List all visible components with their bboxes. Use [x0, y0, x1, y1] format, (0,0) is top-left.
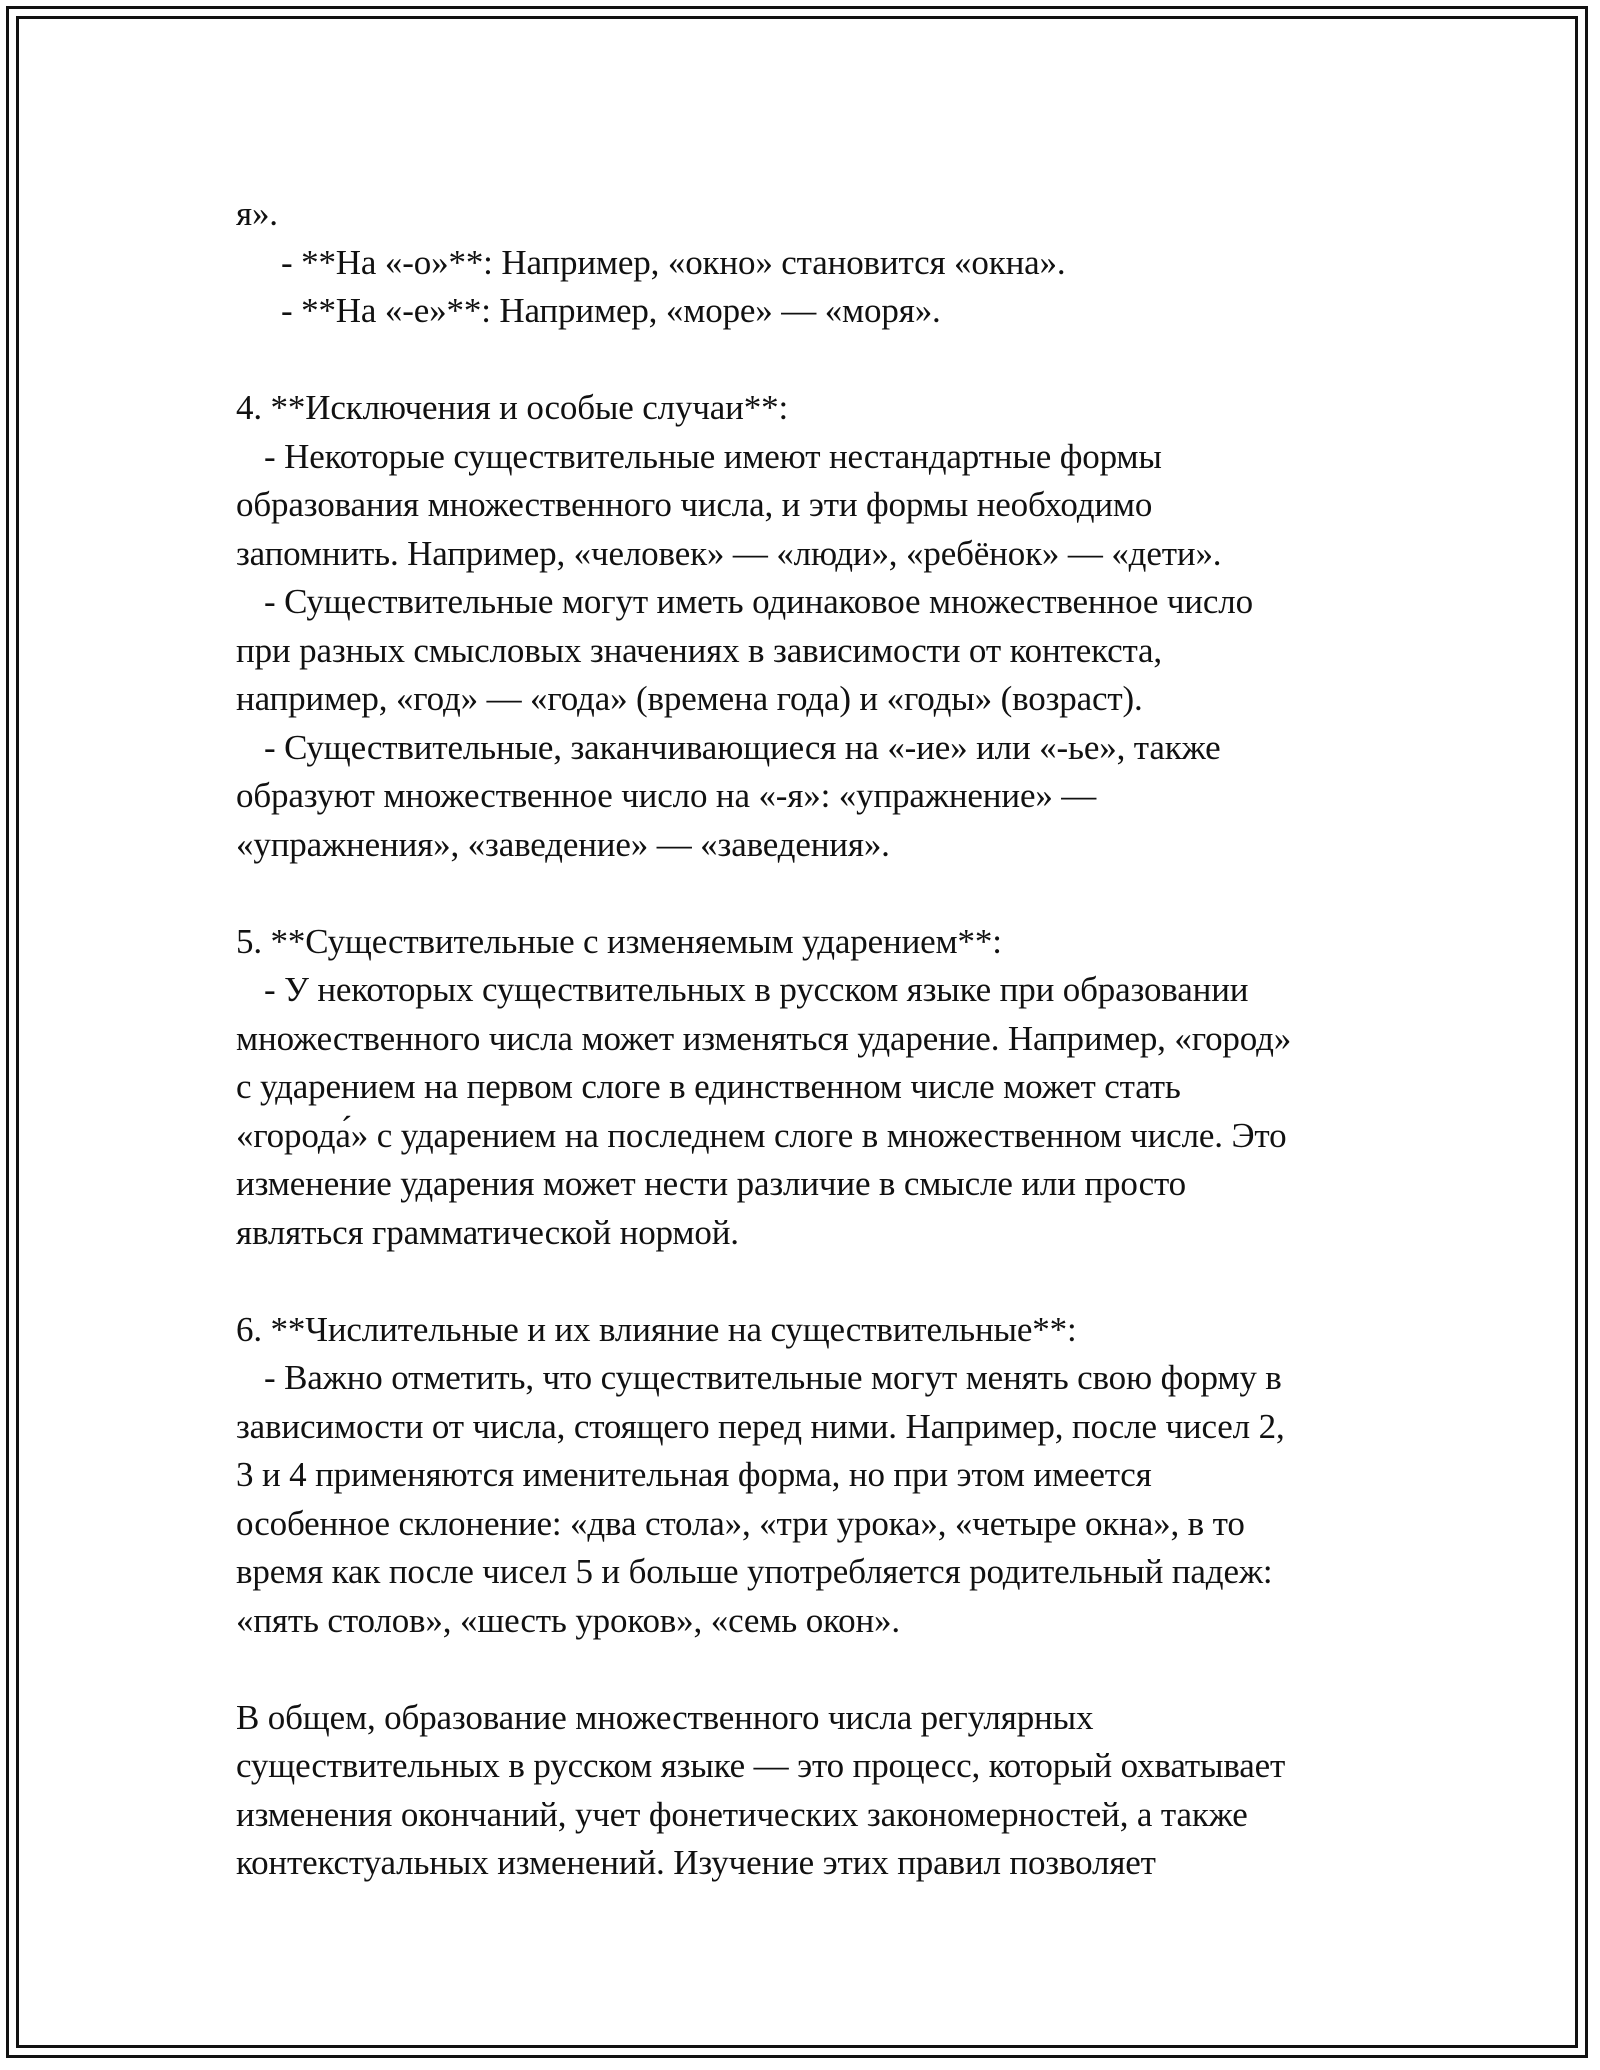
text-line: зависимости от числа, стоящего перед ними. Например, после чисел 2,	[236, 1406, 1285, 1446]
document-body	[236, 190, 1416, 1888]
blank-line	[236, 869, 1416, 918]
text-line: например, «год» — «года» (времена года) и «годы» (возраст).	[236, 679, 1143, 718]
text-line: 3 и 4 применяются именительная форма, но при этом имеется	[236, 1455, 1152, 1494]
list-item: - Некоторые существительные имеют нестандартные формы	[264, 436, 1162, 476]
text-line: «упражнения», «заведение» — «заведения».	[236, 824, 890, 864]
text-line: с ударением на первом слоге в единственном числе может стать	[236, 1067, 1181, 1106]
text-line: время как после чисел 5 и больше употребляется родительный падеж:	[236, 1552, 1273, 1591]
list-item: - **На «-е»**: Например, «море» — «моря».	[281, 291, 941, 330]
text-line: запомнить. Например, «человек» — «люди», «ребёнок» — «дети».	[236, 533, 1222, 573]
list-item: - Существительные, заканчивающиеся на «-ие» или «-ье», также	[264, 727, 1221, 767]
text-line: особенное склонение: «два стола», «три урока», «четыре окна», в то	[236, 1503, 1245, 1543]
conclusion-paragraph: В общем, образование множественного числа регулярных	[236, 1697, 1094, 1737]
text-line: являться грамматической нормой.	[236, 1212, 739, 1252]
list-item: - Существительные могут иметь одинаковое множественное число	[264, 582, 1253, 621]
text-line: «города́» с ударением на последнем слоге в множественном числе. Это	[236, 1115, 1287, 1155]
section-heading-6: 6. **Числительные и их влияние на существительные**:	[236, 1309, 1077, 1349]
section-heading-5: 5. **Существительные с изменяемым ударением**:	[236, 921, 1002, 961]
text-line: существительных в русском языке — это процесс, который охватывает	[236, 1746, 1286, 1785]
text-line: «пять столов», «шесть уроков», «семь окон».	[236, 1600, 901, 1640]
list-item: - Важно отметить, что существительные могут менять свою форму в	[264, 1358, 1282, 1397]
blank-line	[236, 1645, 1416, 1694]
list-item: - У некоторых существительных в русском языке при образовании	[264, 970, 1249, 1009]
text-line: я».	[236, 194, 278, 233]
text-line: образуют множественное число на «-я»: «упражнение» —	[236, 776, 1097, 815]
list-item: - **На «-о»**: Например, «окно» становится «окна».	[281, 242, 1066, 282]
text-line: изменение ударения может нести различие в смысле или просто	[236, 1164, 1186, 1203]
text-line: контекстуальных изменений. Изучение этих правил позволяет	[236, 1843, 1156, 1882]
text-line: изменения окончаний, учет фонетических закономерностей, а также	[236, 1794, 1248, 1834]
text-line: образования множественного числа, и эти формы необходимо	[236, 485, 1153, 524]
blank-line	[236, 336, 1416, 385]
text-line: множественного числа может изменяться ударение. Например, «город»	[236, 1018, 1292, 1058]
section-heading-4: 4. **Исключения и особые случаи**:	[236, 388, 789, 427]
text-line: при разных смысловых значениях в зависимости от контекста,	[236, 630, 1163, 670]
blank-line	[236, 1257, 1416, 1306]
